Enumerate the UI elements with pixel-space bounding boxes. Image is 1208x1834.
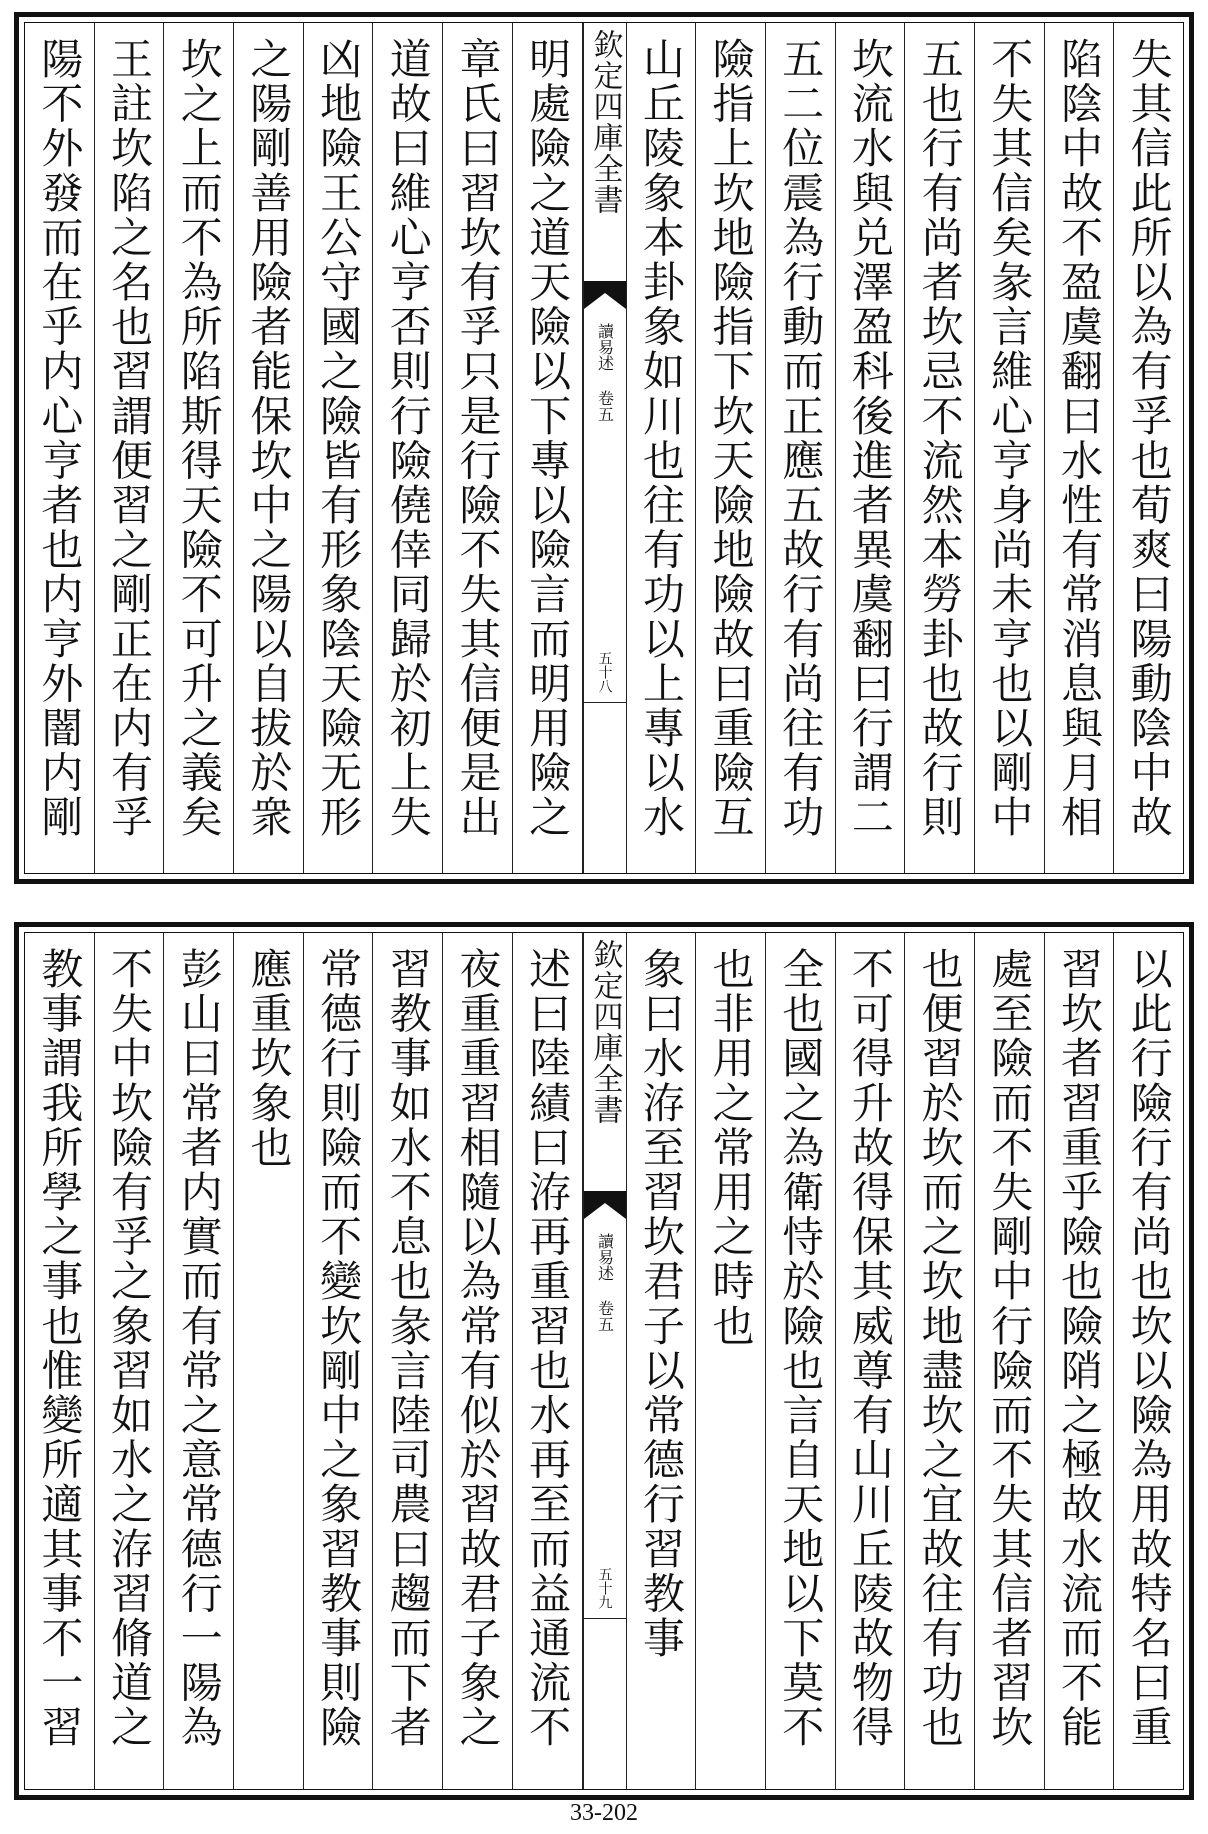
column-text: 習坎者習重乎險也險陗之極故水流而不能 [1054, 947, 1104, 1750]
text-column [95, 23, 165, 873]
column-text: 不可得升故得保其威尊有山川丘陵故物得 [845, 947, 895, 1750]
text-column [696, 933, 766, 1789]
footer-number: 33-202 [570, 1800, 638, 1826]
text-column [304, 23, 374, 873]
page-number: 五十九 [596, 1567, 613, 1609]
work-name: 讀易述 [595, 1233, 615, 1281]
text-column [836, 23, 906, 873]
book-title: 欽定四庫全書 [587, 939, 623, 1125]
text-column [696, 23, 766, 873]
center-rule [584, 702, 626, 703]
column-text: 處至險而不失剛中行險而不失其信者習坎 [985, 947, 1035, 1750]
book-title: 欽定四庫全書 [587, 29, 623, 215]
text-column [1045, 933, 1115, 1789]
column-text: 五也行有尚者坎忌不流然本勞卦也故行則 [915, 37, 965, 840]
center-rule [584, 1618, 626, 1619]
text-column [905, 23, 975, 873]
column-text: 也非用之常用之時也 [706, 947, 756, 1349]
text-column [373, 23, 443, 873]
text-columns [25, 933, 1183, 1789]
text-column [513, 933, 583, 1789]
fish-tail-mark [584, 1191, 626, 1219]
center-margin [583, 23, 627, 873]
column-text: 陽不外發而在乎内心亨者也内亨外闇内剛 [35, 37, 85, 840]
column-text: 險指上坎地險指下坎天險地險故曰重險互 [706, 37, 756, 840]
column-text: 陷陰中故不盈虞翻曰水性有常消息與月相 [1054, 37, 1104, 840]
column-text: 夜重重習相隨以為常有似於習故君子象之 [453, 947, 503, 1750]
page-number: 五十八 [596, 651, 613, 693]
column-text: 也便習於坎而之坎地盡坎之宜故往有功也 [915, 947, 965, 1750]
column-text: 述曰陸績曰洊再重習也水再至而益通流不 [523, 947, 573, 1750]
column-text: 教事謂我所學之事也惟變所適其事不一習 [35, 947, 85, 1750]
text-column [304, 933, 374, 1789]
work-title [596, 323, 614, 422]
column-text: 道故曰維心亨否則行險僥倖同歸於初上失 [383, 37, 433, 840]
column-text: 習教事如水不息也彖言陸司農曰趨而下者 [383, 947, 433, 1750]
page-top [14, 12, 1194, 884]
column-text: 常德行則險而不變坎剛中之象習教事則險 [314, 947, 364, 1750]
page-bottom [14, 922, 1194, 1800]
juan-number: 卷五 [595, 390, 615, 422]
column-text: 象曰水洊至習坎君子以常德行習教事 [636, 947, 686, 1661]
text-columns [25, 23, 1183, 873]
text-column [1114, 933, 1183, 1789]
text-column [164, 933, 234, 1789]
column-text: 彭山曰常者内實而有常之意常德行一陽為 [174, 947, 224, 1750]
fish-tail-mark [584, 281, 626, 309]
column-text: 凶地險王公守國之險皆有形象陰天險无形 [314, 37, 364, 840]
text-column [443, 23, 513, 873]
page-frame [24, 22, 1184, 874]
text-column [25, 933, 95, 1789]
column-text: 應重坎象也 [244, 947, 294, 1170]
text-column [164, 23, 234, 873]
column-text: 失其信此所以為有孚也荀爽曰陽動陰中故 [1124, 37, 1174, 840]
text-column [25, 23, 95, 873]
column-text: 不失其信矣彖言維心亨身尚未亨也以剛中 [985, 37, 1035, 840]
column-text: 以此行險行有尚也坎以險為用故特名曰重 [1124, 947, 1174, 1750]
text-column [1045, 23, 1115, 873]
text-column [1114, 23, 1183, 873]
text-column [373, 933, 443, 1789]
text-column [443, 933, 513, 1789]
column-text: 不失中坎險有孚之象習如水之洊習脩道之 [105, 947, 155, 1750]
text-column [234, 933, 304, 1789]
text-column [975, 933, 1045, 1789]
text-column [234, 23, 304, 873]
text-column [513, 23, 583, 873]
column-text: 坎流水與兑澤盈科後進者異虞翻曰行謂二 [845, 37, 895, 840]
work-name: 讀易述 [595, 323, 615, 371]
work-title [596, 1233, 614, 1332]
column-text: 坎之上而不為所陷斯得天險不可升之義矣 [174, 37, 224, 840]
column-text: 之陽剛善用險者能保坎中之陽以自拔於衆 [244, 37, 294, 840]
column-text: 王註坎陷之名也習謂便習之剛正在内有孚 [105, 37, 155, 840]
text-column [627, 23, 697, 873]
page-frame [24, 932, 1184, 1790]
column-text: 山丘陵象本卦象如川也往有功以上專以水 [636, 37, 686, 840]
text-column [766, 23, 836, 873]
column-text: 全也國之為衛恃於險也言自天地以下莫不 [776, 947, 826, 1750]
text-column [836, 933, 906, 1789]
column-text: 明處險之道天險以下專以險言而明用險之 [523, 37, 573, 840]
text-column [975, 23, 1045, 873]
column-text: 章氏曰習坎有孚只是行險不失其信便是出 [453, 37, 503, 840]
text-column [95, 933, 165, 1789]
text-column [905, 933, 975, 1789]
center-margin [583, 933, 627, 1789]
juan-number: 卷五 [595, 1300, 615, 1332]
text-column [627, 933, 697, 1789]
text-column [766, 933, 836, 1789]
column-text: 五二位震為行動而正應五故行有尚往有功 [776, 37, 826, 840]
